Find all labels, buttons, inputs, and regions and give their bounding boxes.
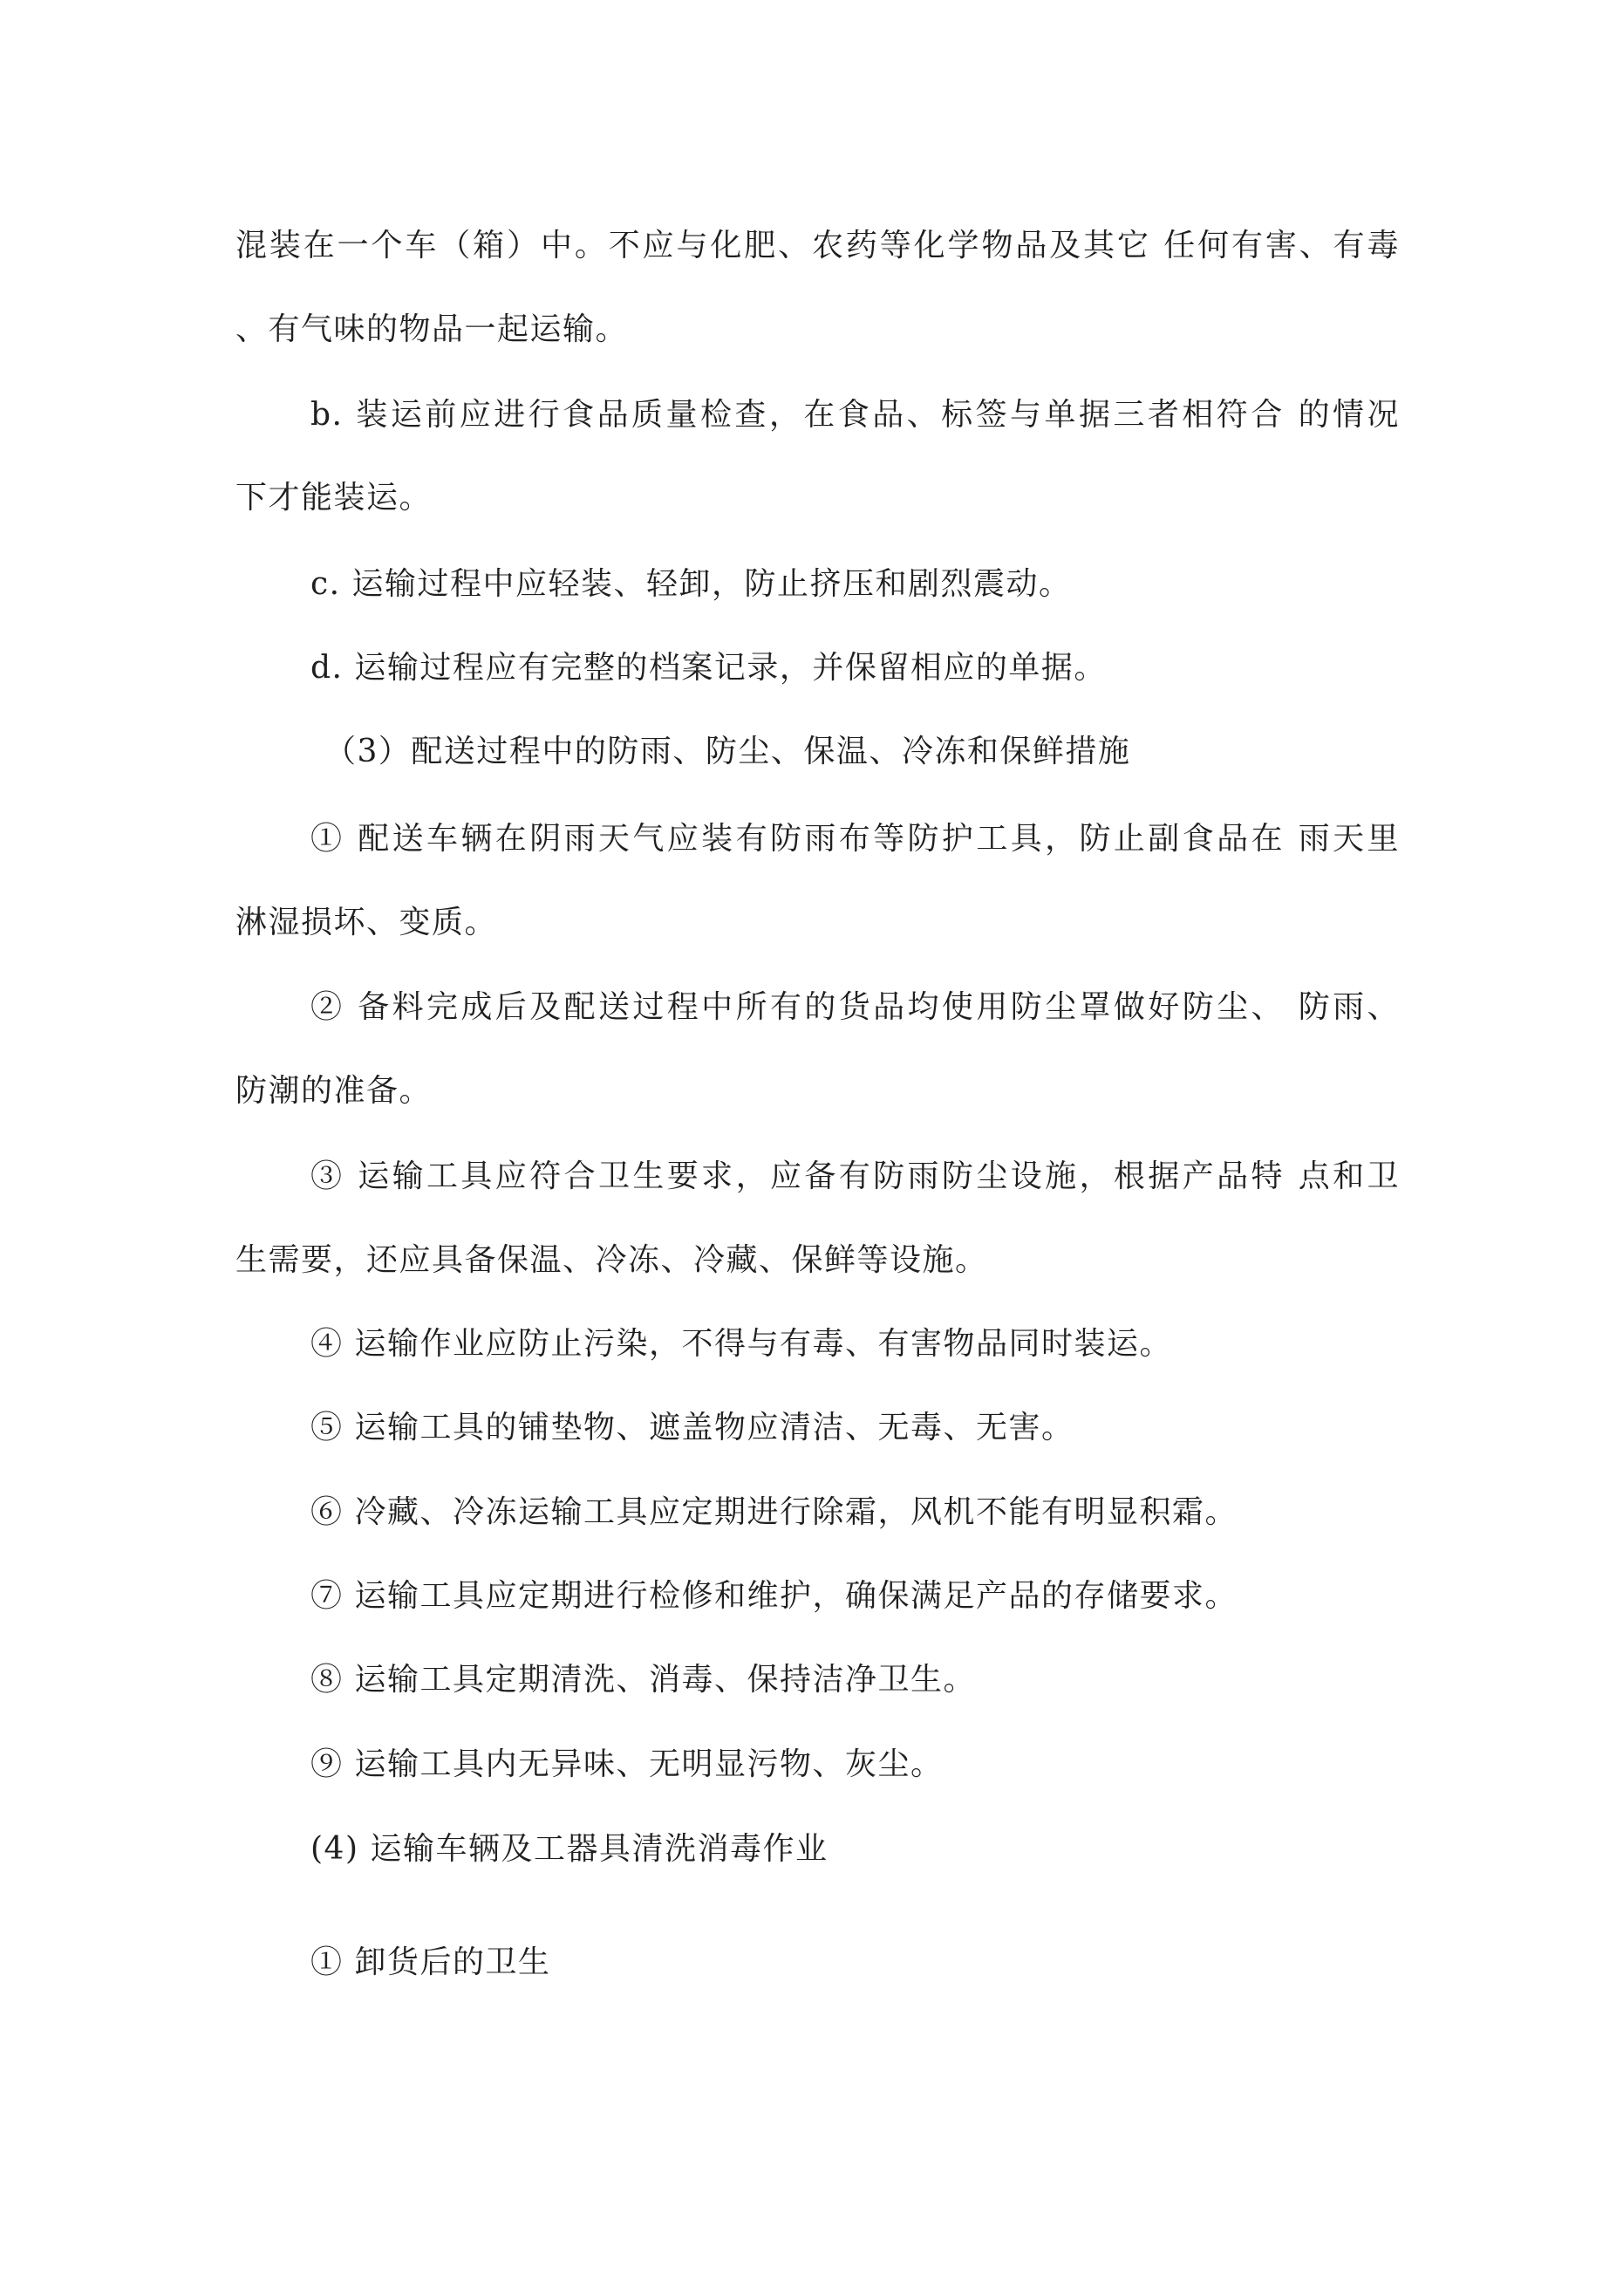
list-item: ⑨ 运输工具内无异味、无明显污物、灰尘。: [310, 1746, 944, 1782]
paragraph-line: b. 装运前应进行食品质量检查，在食品、标签与单据三者相符合 的情况: [310, 397, 1400, 433]
paragraph-line: 下才能装运。: [235, 480, 433, 516]
paragraph-line: c. 运输过程中应轻装、轻卸，防止挤压和剧烈震动。: [310, 566, 1072, 602]
section-heading: （3）配送过程中的防雨、防尘、保温、冷冻和保鲜措施: [324, 734, 1131, 769]
paragraph-line: 混装在一个车（箱）中。不应与化肥、农药等化学物品及其它 任何有害、有毒: [235, 228, 1400, 263]
list-item-continuation: 淋湿损坏、变质。: [235, 905, 498, 940]
list-item: ③ 运输工具应符合卫生要求，应备有防雨防尘设施，根据产品特 点和卫: [310, 1158, 1400, 1194]
list-item: ⑦ 运输工具应定期进行检修和维护，确保满足产品的存储要求。: [310, 1578, 1238, 1614]
list-item: ① 卸货后的卫生: [310, 1944, 551, 1980]
list-item: ④ 运输作业应防止污染，不得与有毒、有害物品同时装运。: [310, 1326, 1172, 1362]
list-item: ② 备料完成后及配送过程中所有的货品均使用防尘罩做好防尘、 防雨、: [310, 989, 1400, 1025]
paragraph-line: d. 运输过程应有完整的档案记录，并保留相应的单据。: [310, 650, 1107, 686]
list-item-continuation: 防潮的准备。: [235, 1073, 433, 1109]
list-item: ⑧ 运输工具定期清洗、消毒、保持洁净卫生。: [310, 1662, 976, 1698]
section-heading: (4) 运输车辆及工器具清洗消毒作业: [310, 1831, 829, 1867]
list-item: ① 配送车辆在阴雨天气应装有防雨布等防护工具，防止副食品在 雨天里: [310, 821, 1400, 857]
list-item-continuation: 生需要，还应具备保温、冷冻、冷藏、保鲜等设施。: [235, 1242, 988, 1278]
list-item: ⑤ 运输工具的铺垫物、遮盖物应清洁、无毒、无害。: [310, 1410, 1074, 1445]
list-item: ⑥ 冷藏、冷冻运输工具应定期进行除霜，风机不能有明显积霜。: [310, 1494, 1238, 1530]
paragraph-line: 、有气味的物品一起运输。: [235, 311, 629, 347]
